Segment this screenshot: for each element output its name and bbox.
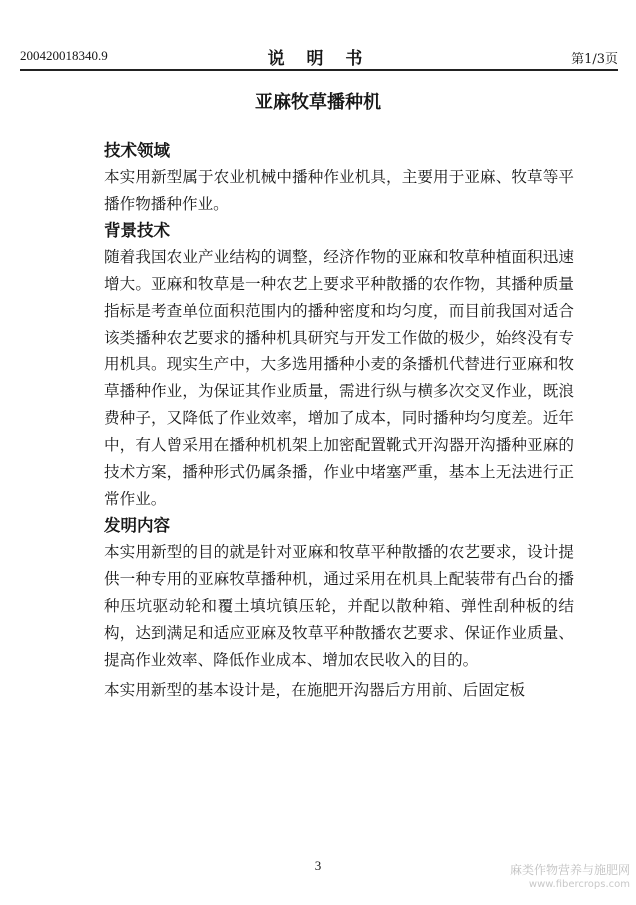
page-indicator: 第1/3页	[571, 52, 618, 67]
section-heading: 背景技术	[104, 220, 170, 240]
page-header	[20, 44, 618, 68]
header-rule	[20, 69, 618, 71]
watermark	[510, 863, 630, 891]
paragraph: 本实用新型属于农业机械中播种作业机具，主要用于亚麻、牧草等平播作物播种作业。	[104, 168, 574, 213]
section-heading: 技术领域	[104, 141, 170, 160]
watermark-url: www.fibercrops.com	[528, 879, 630, 890]
section-background-art	[104, 218, 574, 513]
paragraph: 随着我国农业产业结构的调整，经济作物的亚麻和牧草种植面积迅速增大。亚麻和牧草是一种农艺上要求平种散播的农作物，其播种质量指标是考查单位面积范围内的播种密度和均匀度，而目前我国对适合该类播种农艺要求的播种机具研究与开发工作做的极少，始终没有专用机具。现实生产中，大多选用播种小麦的条播机代替进行亚麻和牧草播种作业，为保证其作业质量，需进行纵与横多次交叉作业，既浪费种子，又降低了作业效率，增加了成本，同时播种均匀度差。近年中，有人曾采用在播种机机架上加密配置靴式开沟器开沟播种亚麻的技术方案，播种形式仍属条播，作业中堵塞严重，基本上无法进行正常作业。	[104, 247, 574, 508]
paragraph: 本实用新型的目的就是针对亚麻和牧草平种散播的农艺要求，设计提供一种专用的亚麻牧草播种机，通过采用在机具上配装带有凸台的播种压坑驱动轮和覆土填坑镇压轮，并配以散种箱、弹性刮种板的结构，达到满足和适应亚麻及牧草平种散播农艺要求、保证作业质量、提高作业效率、降低作业成本、增加农民收入的目的。	[104, 542, 574, 669]
section-technical-field	[104, 138, 574, 218]
section-heading: 发明内容	[104, 515, 170, 535]
document-body	[104, 138, 574, 704]
application-number: 200420018340.9	[20, 48, 108, 63]
document-type: 说 明 书	[267, 49, 371, 69]
watermark-text: 麻类作物营养与施肥网	[509, 863, 630, 877]
page-number: 3	[314, 858, 322, 873]
paragraph: 本实用新型的基本设计是，在施肥开沟器后方用前、后固定板	[104, 681, 526, 700]
document-title: 亚麻牧草播种机	[255, 92, 381, 113]
section-invention-content	[104, 513, 574, 704]
